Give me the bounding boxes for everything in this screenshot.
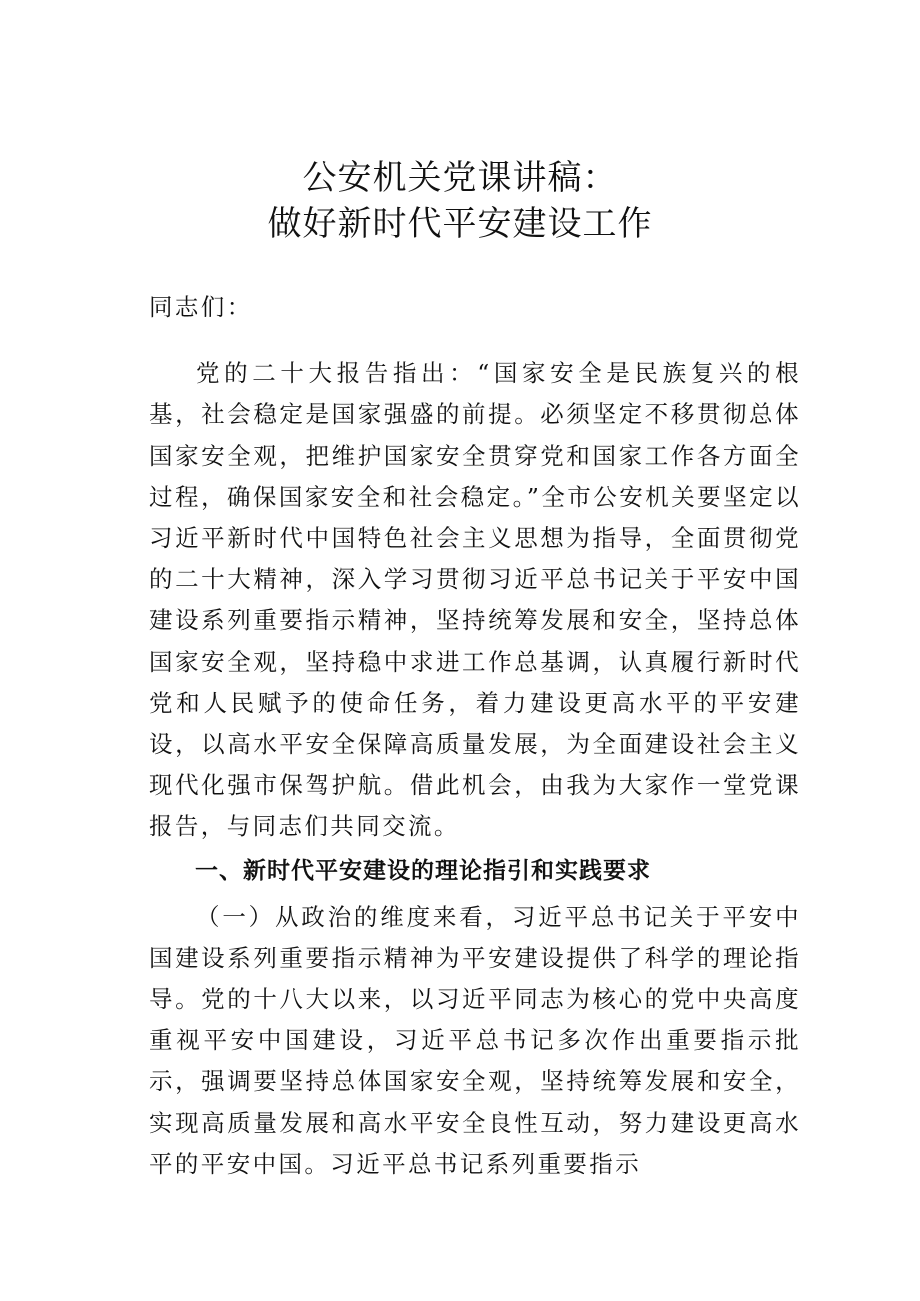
title-line-1: 公安机关党课讲稿： — [302, 158, 618, 198]
salutation: 同志们： — [149, 293, 253, 321]
title-line-2: 做好新时代平安建设工作 — [267, 204, 653, 244]
paragraph-2: （一）从政治的维度来看，习近平总书记关于平安中国建设系列重要指示精神为平安建设提供了科学的理论指导。党的十八大以来，以习近平同志为核心的党中央高度重视平安中国建设，习近平总书记多次作出重要指示批示，强调要坚持总体国家安全观，坚持统筹发展和安全，实现高质量发展和高水平安全良性互动，努力建设更高水平的平安中国。习近平总书记系列重要指示 — [149, 902, 801, 1178]
paragraph-1: 党的二十大报告指出：“国家安全是民族复兴的根基，社会稳定是国家强盛的前提。必须坚定不移贯彻总体国家安全观，把维护国家安全贯穿党和国家工作各方面全过程，确保国家安全和社会稳定。”全市公安机关要坚定以习近平新时代中国特色社会主义思想为指导，全面贯彻党的二十大精神，深入学习贯彻习近平总书记关于平安中国建设系列重要指示精神，坚持统筹发展和安全，坚持总体国家安全观，坚持稳中求进工作总基调，认真履行新时代党和人民赋予的使命任务，着力建设更高水平的平安建设，以高水平安全保障高质量发展，为全面建设社会主义现代化强市保驾护航。借此机会，由我为大家作一堂党课报告，与同志们共同交流。 — [149, 359, 801, 841]
document-body — [149, 287, 801, 1185]
document-title — [0, 155, 920, 247]
section-heading-1: 一、新时代平安建设的理论指引和实践要求 — [195, 857, 651, 884]
